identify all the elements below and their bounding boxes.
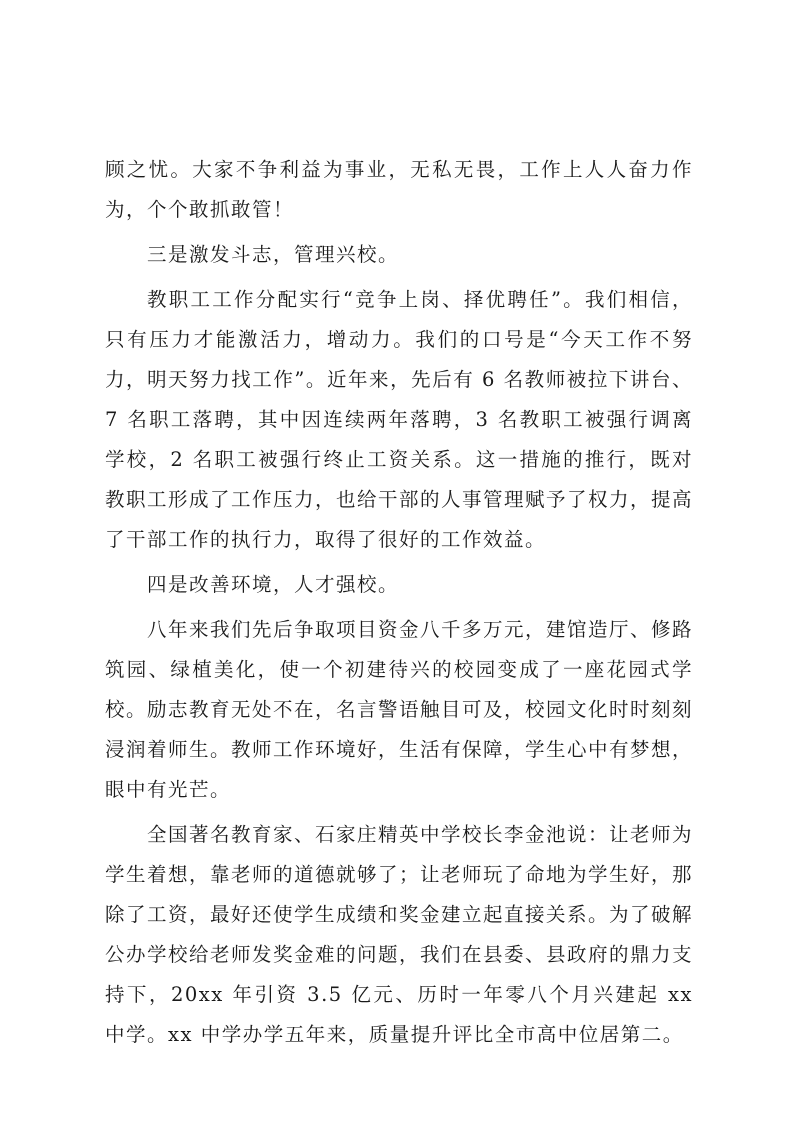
section-heading-three: 三是激发斗志，管理兴校。 <box>147 243 400 266</box>
document-page <box>105 150 693 1055</box>
section-heading-four: 四是改善环境，人才强校。 <box>147 573 400 596</box>
paragraph-continued: 顾之忧。大家不争利益为事业，无私无畏，工作上人人奋力作为，个个敢抓敢管！ <box>105 158 693 221</box>
paragraph-environment: 八年来我们先后争取项目资金八千多万元，建馆造厅、修路筑园、绿植美化，使一个初建待兴的校园变成了一座花园式学校。励志教育无处不在，名言警语触目可及，校园文化时时刻刻浸润着师生。教师工作环境好，生活有保障，学生心中有梦想，眼中有光芒。 <box>105 618 694 801</box>
paragraph-educator-quote: 全国著名教育家、石家庄精英中学校长李金池说：让老师为学生着想，靠老师的道德就够了；让老师玩了命地为学生好，那除了工资，最好还使学生成绩和奖金建立起直接关系。为了破解公办学校给老师发奖金难的问题，我们在县委、县政府的鼎力支持下，20xx 年引资 3.5 亿元、历时一年零八个月兴建起 xx 中学。xx 中学办学五年来，质量提升评比全市高中位居第二。 <box>105 823 694 1046</box>
paragraph-staff-assignment: 教职工工作分配实行“竞争上岗、择优聘任”。我们相信，只有压力才能激活力，增动力。我们的口号是“今天工作不努力，明天努力找工作”。近年来，先后有 6 名教师被拉下讲台、7 名职工落聘，其中因连续两年落聘，3 名教职工被强行调离学校，2 名职工被强行终止工资关系。这一措施的推行，既对教职工形成了工作压力，也给干部的人事管理赋予了权力，提高了干部工作的执行力，取得了很好的工作效益。 <box>105 288 694 551</box>
